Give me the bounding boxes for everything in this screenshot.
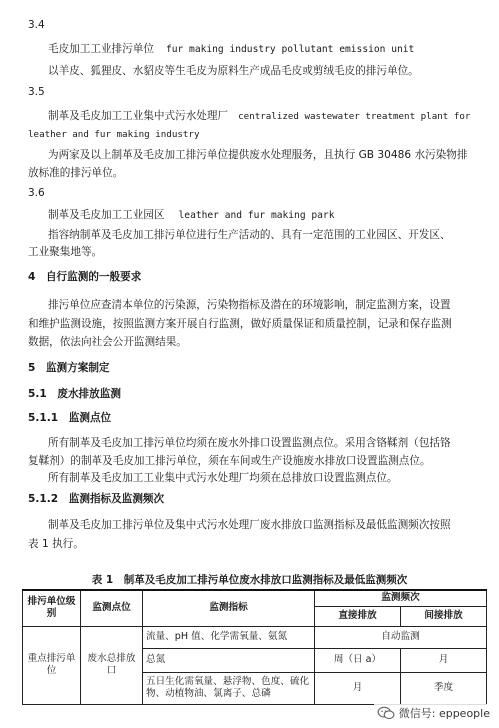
cell-monitoring-point: 废水总排放口 xyxy=(81,626,143,704)
paragraph-5-1-2-line1: 制革及毛皮加工排污单位及集中式污水处理厂废水排放口监测指标及最低监测频次按照 xyxy=(48,519,451,531)
term-en: centralized wastewater treatment plant for xyxy=(238,111,471,122)
wechat-icon xyxy=(377,706,395,720)
header-unit-level: 排污单位级别 xyxy=(23,590,81,626)
term-en: leather and fur making park xyxy=(178,210,335,221)
section-number-3-5: 3.5 xyxy=(28,86,45,98)
heading-section-4: 4 自行监测的一般要求 xyxy=(28,271,142,283)
monitoring-table xyxy=(22,589,487,705)
table-caption: 表 1 制革及毛皮加工排污单位废水排放口监测指标及最低监测频次 xyxy=(91,574,408,586)
cell-direct: 月 xyxy=(315,672,401,704)
cell-unit-level: 重点排污单位 xyxy=(23,626,81,704)
definition-3-6-line2: 工业聚集地等。 xyxy=(28,246,103,258)
heading-section-5-1-1: 5.1.1 监测点位 xyxy=(28,412,112,424)
definition-3-5-line1: 为两家及以上制革及毛皮加工排污单位提供废水处理服务，且执行 GB 30486 水污染物排 xyxy=(48,149,468,161)
header-indirect-discharge: 间接排放 xyxy=(401,606,487,626)
definition-3-6-line1: 指容纳制革及毛皮加工排污单位进行生产活动的、具有一定范围的工业园区、开发区、 xyxy=(48,229,451,241)
cell-indirect: 季度 xyxy=(401,672,487,704)
cell-indicator: 流量、pH 值、化学需氧量、氨氮 xyxy=(143,626,315,648)
term-cn: 制革及毛皮加工工业集中式污水处理厂 xyxy=(48,110,229,122)
paragraph-5-1-1-line2: 复鞣剂）的制革及毛皮加工排污单位，须在车间或生产设施废水排放口设置监测点位。 xyxy=(28,455,431,467)
heading-section-5: 5 监测方案制定 xyxy=(28,362,110,374)
term-3-5-en-cont: leather and fur making industry xyxy=(28,129,200,140)
section-number-3-6: 3.6 xyxy=(28,187,45,199)
cell-direct: 周（日 a） xyxy=(315,648,401,672)
paragraph-4-line3: 数据，依法向社会公开监测结果。 xyxy=(28,336,187,348)
header-monitoring-point: 监测点位 xyxy=(81,590,143,626)
wechat-watermark xyxy=(374,704,493,722)
section-number-3-4: 3.4 xyxy=(28,19,45,31)
term-en: fur making industry pollutant emission unit xyxy=(165,44,415,55)
cell-frequency: 自动监测 xyxy=(315,626,487,648)
term-3-5 xyxy=(48,109,470,124)
cell-indicator: 总氮 xyxy=(143,648,315,672)
heading-section-5-1: 5.1 废水排放监测 xyxy=(28,388,121,400)
term-3-6 xyxy=(48,208,334,223)
header-direct-discharge: 直接排放 xyxy=(315,606,401,626)
paragraph-5-1-1-line3: 所有制革及毛皮加工工业集中式污水处理厂均须在总排放口设置监测点位。 xyxy=(48,472,398,484)
definition-3-4: 以羊皮、狐狸皮、水貂皮等生毛皮为原料生产成品毛皮或剪绒毛皮的排污单位。 xyxy=(48,65,419,77)
paragraph-5-1-2-line2: 表 1 执行。 xyxy=(28,538,84,550)
paragraph-4-line2: 和维护监测设施，按照监测方案开展自行监测，做好质量保证和质量控制，记录和保存监测 xyxy=(28,318,452,330)
watermark-text: 微信号: eppeople xyxy=(398,707,490,720)
paragraph-5-1-1-line1: 所有制革及毛皮加工排污单位均须在废水外排口设置监测点位。采用含铬鞣剂（包括铬 xyxy=(48,437,451,449)
definition-3-5-line2: 放标准的排污单位。 xyxy=(28,167,124,179)
term-cn: 制革及毛皮加工工业园区 xyxy=(48,209,165,221)
term-cn: 毛皮加工工业排污单位 xyxy=(48,43,154,55)
term-3-4 xyxy=(48,42,414,57)
heading-section-5-1-2: 5.1.2 监测指标及监测频次 xyxy=(28,493,165,505)
cell-indicator: 五日生化需氧量、悬浮物、色度、硫化物、动植物油、氯离子、总磷 xyxy=(143,672,315,704)
table-row xyxy=(23,626,487,648)
cell-indirect: 月 xyxy=(401,648,487,672)
header-frequency: 监测频次 xyxy=(315,590,487,606)
paragraph-4-line1: 排污单位应查清本单位的污染源，污染物指标及潜在的环境影响，制定监测方案，设置 xyxy=(48,299,451,311)
header-indicator: 监测指标 xyxy=(143,590,315,626)
